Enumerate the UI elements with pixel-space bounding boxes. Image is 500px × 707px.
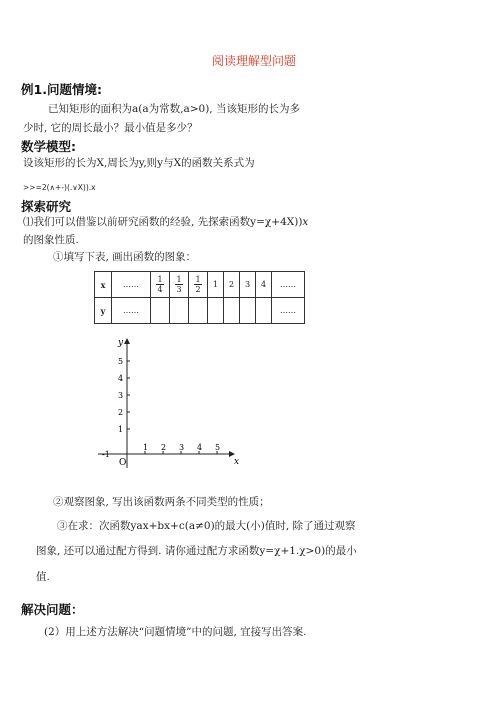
explore-line1-main: ⑴我们可以借鉴以前研究函数的经验, 先探索函数y=χ+4X)) bbox=[23, 216, 303, 228]
model-heading: 数学模型: bbox=[21, 139, 76, 154]
table-cell-int-4: 4 bbox=[256, 272, 272, 298]
table-y-cell bbox=[189, 298, 208, 324]
step2-text: ②观察图象, 写出该函数两条不同类型的性质； bbox=[53, 496, 270, 508]
model-text-line1: 设该矩形的长为X,周长为y,则y与X的函数关系式为 bbox=[23, 157, 255, 169]
step3-text-line3: 值. bbox=[36, 571, 50, 583]
y-tick-label: 5 bbox=[118, 357, 124, 366]
y-tick-label: 1 bbox=[118, 425, 124, 434]
table-y-label: y bbox=[95, 298, 112, 324]
x-tick-label: 1 bbox=[143, 443, 149, 452]
explore-step1: ①填写下表, 画出函数的图象： bbox=[53, 251, 197, 263]
table-cell-int-3: 3 bbox=[240, 272, 256, 298]
x-tick-label: 5 bbox=[215, 443, 221, 452]
table-dots-left: …… bbox=[112, 272, 151, 298]
model-formula: >>=2(∧+-)(.∨X)).x bbox=[23, 183, 96, 192]
table-cell-frac-3: $\frac{1}{2}$ bbox=[189, 272, 208, 298]
x-ticks bbox=[143, 443, 220, 454]
example-heading: 例1.问题情境: bbox=[21, 82, 102, 97]
table-cell-int-1: 1 bbox=[208, 272, 224, 298]
x-tick-label: 4 bbox=[197, 443, 203, 452]
table-x-label: x bbox=[95, 272, 112, 298]
y-axis-label: y bbox=[118, 338, 124, 348]
table-cell-int-2: 2 bbox=[224, 272, 240, 298]
table-row-y bbox=[95, 298, 305, 324]
table-y-cell bbox=[240, 298, 256, 324]
solve-heading: 解决问题： bbox=[21, 602, 84, 617]
origin-label: O bbox=[119, 458, 127, 468]
table-y-cell bbox=[208, 298, 224, 324]
step3-text-line2: 图象, 还可以通过配方得到. 请你通过配方求函数y=χ+1.χ>0)的最小 bbox=[36, 545, 357, 557]
step3-text-line1: ③在求：次函数yax+bx+c(a≠0)的最大(小)值时, 除了通过观察 bbox=[57, 520, 356, 532]
x-axis-label: x bbox=[234, 457, 240, 467]
table-dots-right-y: …… bbox=[272, 298, 305, 324]
y-ticks bbox=[118, 357, 130, 434]
example-text-line1: 已知矩形的面积为a(a为常数,a>0), 当该矩形的长为多 bbox=[48, 103, 300, 115]
table-y-cell bbox=[224, 298, 240, 324]
example-text-line2: 少时, 它的周长最小？最小值是多少？ bbox=[23, 122, 198, 134]
explore-heading: 探索研究 bbox=[21, 199, 72, 214]
x-tick-label: 3 bbox=[179, 443, 185, 452]
y-tick-label: 2 bbox=[118, 408, 124, 417]
table-row-x bbox=[95, 272, 305, 298]
y-tick-label: 4 bbox=[118, 374, 124, 383]
x-tick-label: 2 bbox=[161, 443, 167, 452]
table-cell-frac-1: $\frac{1}{4}$ bbox=[151, 272, 170, 298]
table-y-cell bbox=[151, 298, 170, 324]
table-dots-right: …… bbox=[272, 272, 305, 298]
table-dots-left-y: …… bbox=[112, 298, 151, 324]
negative-one-label: -1 bbox=[102, 450, 110, 459]
explore-line1-tail: x bbox=[302, 216, 309, 228]
coordinate-graph bbox=[90, 333, 250, 473]
value-table bbox=[94, 271, 305, 324]
y-tick-label: 3 bbox=[118, 391, 124, 400]
page-title: 阅读理解型问题 bbox=[212, 54, 297, 68]
table-y-cell bbox=[170, 298, 189, 324]
explore-text-line2: 的图象性质. bbox=[23, 234, 79, 246]
table-y-cell bbox=[256, 298, 272, 324]
table-cell-frac-2: $\frac{1}{3}$ bbox=[170, 272, 189, 298]
solve-text-line1: (2）用上述方法解决“问题情境”中的问题, 宜接写出答案. bbox=[44, 626, 307, 638]
explore-text-line1 bbox=[23, 214, 308, 229]
